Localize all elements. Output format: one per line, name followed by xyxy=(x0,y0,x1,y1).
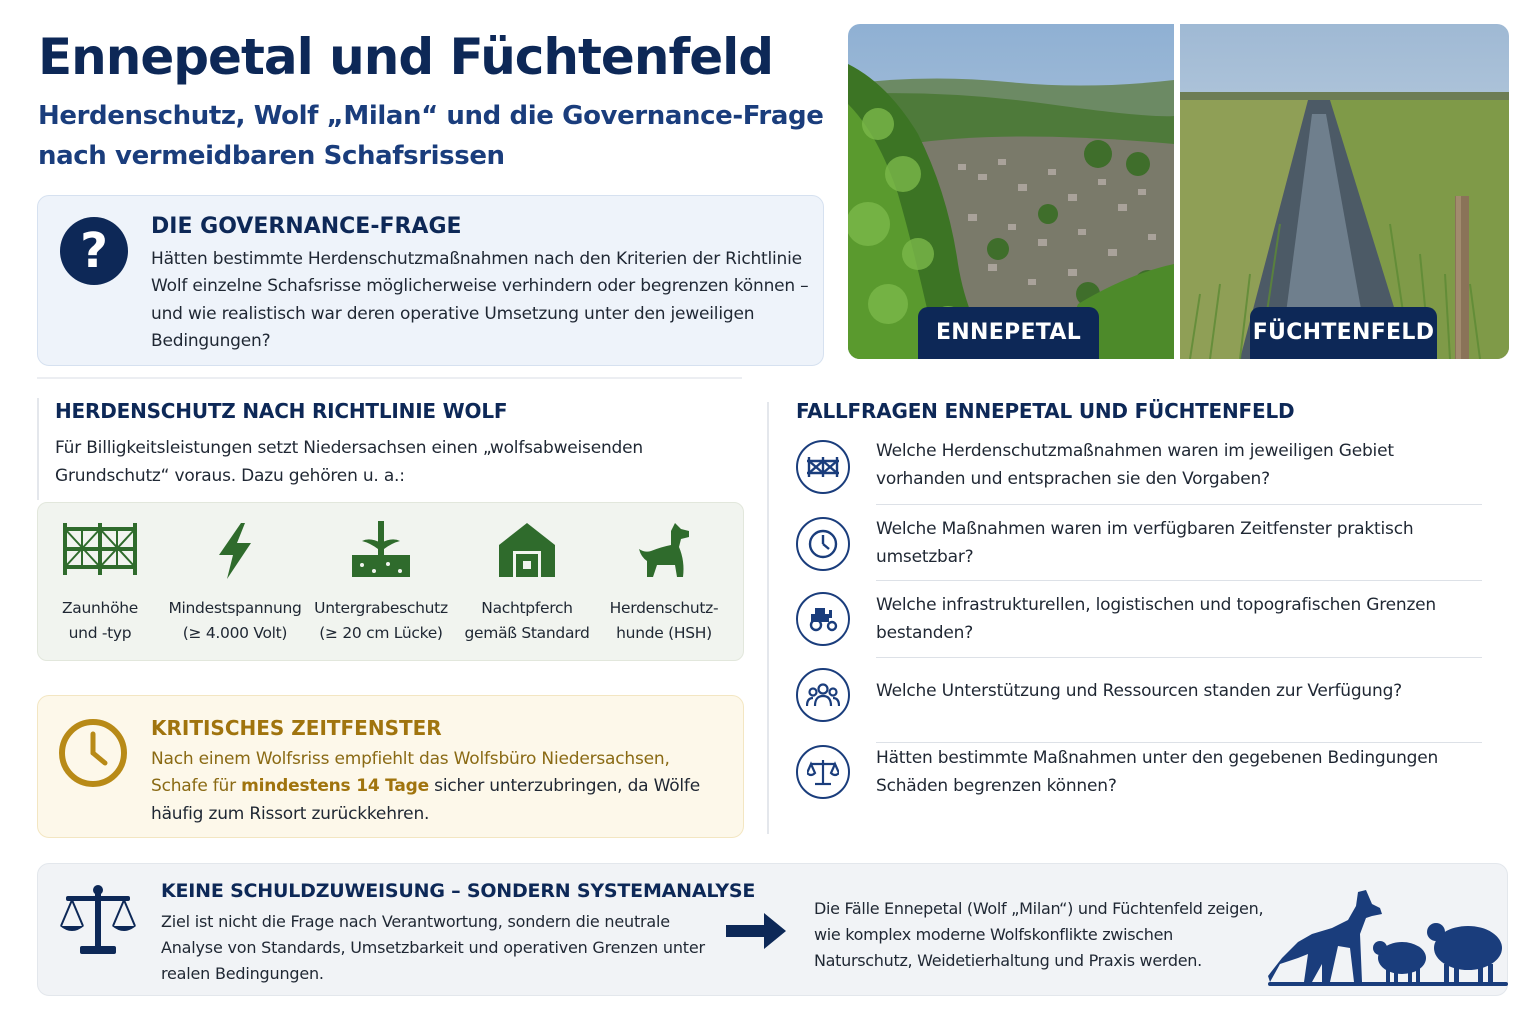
clock-icon xyxy=(796,517,850,571)
measure-night-pen xyxy=(457,503,597,662)
summary-text: Die Fälle Ennepetal (Wolf „Milan“) und Füchtenfeld zeigen, wie komplex moderne Wolfskonflikte zwischen Naturschutz, Weidetierhaltung und Praxis werden. xyxy=(814,899,1264,970)
item-divider xyxy=(876,742,1482,743)
measure-label-line1: Nachtpferch xyxy=(481,599,573,617)
question-icon: ? xyxy=(60,217,128,285)
measure-label-line1: Zaunhöhe xyxy=(61,599,139,617)
measure-voltage xyxy=(165,503,305,662)
fuechtenfeld-photo xyxy=(1180,24,1509,359)
page-subtitle: Herdenschutz, Wolf „Milan“ und die Governance-Frage nach vermeidbaren Schafsrissen xyxy=(38,101,824,171)
governance-text: Hätten bestimmte Herdenschutzmaßnahmen nach den Kriterien der Richtlinie Wolf einzelne Schafsrisse möglicherweise verhindern oder begrenzen können – und wie realistisch war deren operative Umsetzung unter den jeweiligen Bedingungen? xyxy=(151,249,809,351)
herdenschutz-text: Für Billigkeitsleistungen setzt Niedersachsen einen „wolfsabweisenden Grundschutz“ voraus. Dazu gehören u. a.: xyxy=(55,438,643,486)
case-question-item xyxy=(796,745,1486,815)
case-question-item xyxy=(796,668,1486,738)
time-window-text-part1: Nach einem Wolfsriss empfiehlt das Wolfsbüro Niedersachsen, Schafe für xyxy=(151,749,670,797)
fence-icon xyxy=(796,440,850,494)
case-question-text: Welche Maßnahmen waren im verfügbaren Zeitfenster praktisch umsetzbar? xyxy=(876,519,1414,567)
time-window-heading: KRITISCHES ZEITFENSTER xyxy=(151,716,442,740)
case-question-item xyxy=(796,438,1486,508)
column-divider xyxy=(767,402,769,834)
case-question-text: Welche Herdenschutzmaßnahmen waren im jeweiligen Gebiet vorhanden und entsprachen sie den Vorgaben? xyxy=(876,441,1394,489)
item-divider xyxy=(876,580,1482,581)
time-window-emphasis: mindestens 14 Tage xyxy=(241,776,429,797)
governance-box xyxy=(37,195,824,366)
tractor-icon xyxy=(796,592,850,646)
people-icon xyxy=(796,668,850,722)
ennepetal-label: ENNEPETAL xyxy=(918,307,1099,359)
measure-label-line1: Mindestspannung xyxy=(168,599,302,617)
scales-icon xyxy=(58,882,138,956)
fuechtenfeld-label: FÜCHTENFELD xyxy=(1250,307,1437,359)
measure-label-line2: (≥ 4.000 Volt) xyxy=(182,624,288,642)
measure-guard-dogs xyxy=(594,503,734,662)
measure-fence xyxy=(30,503,170,662)
case-question-text: Welche infrastrukturellen, logistischen und topografischen Grenzen bestanden? xyxy=(876,595,1437,643)
clock-icon xyxy=(58,718,128,788)
time-window-text-part2: sicher unterzubringen, da Wölfe häufig zum Rissort zurückkehren. xyxy=(151,776,700,824)
case-question-text: Hätten bestimmte Maßnahmen unter den gegebenen Bedingungen Schäden begrenzen können? xyxy=(876,748,1439,796)
lightning-icon xyxy=(215,521,255,581)
dig-protection-icon xyxy=(350,521,412,579)
section-divider xyxy=(37,377,742,379)
arrow-right-icon xyxy=(724,911,788,951)
fence-icon xyxy=(61,521,139,577)
item-divider xyxy=(876,504,1482,505)
system-analysis-box xyxy=(37,863,1508,996)
item-divider xyxy=(876,657,1482,658)
system-analysis-heading: KEINE SCHULDZUWEISUNG – SONDERN SYSTEMANALYSE xyxy=(161,880,756,902)
scales-icon xyxy=(796,745,850,799)
system-analysis-text: Ziel ist nicht die Frage nach Verantwortung, sondern die neutrale Analyse von Standards, Umsetzbarkeit und operativen Grenzen unter realen Bedingungen. xyxy=(161,912,705,983)
ennepetal-photo xyxy=(848,24,1174,359)
case-question-item xyxy=(796,592,1486,662)
measure-dig-protection xyxy=(311,503,451,662)
governance-heading: DIE GOVERNANCE-FRAGE xyxy=(151,214,462,239)
section-accent-bar xyxy=(37,398,39,500)
barn-icon xyxy=(497,521,557,579)
measure-label-line2: hunde (HSH) xyxy=(616,624,712,642)
case-question-item xyxy=(796,516,1486,586)
herdenschutz-heading: HERDENSCHUTZ NACH RICHTLINIE WOLF xyxy=(55,399,508,423)
measure-label-line2: (≥ 20 cm Lücke) xyxy=(319,624,443,642)
case-question-text: Welche Unterstützung und Ressourcen standen zur Verfügung? xyxy=(876,681,1402,701)
photo-panel xyxy=(848,24,1509,359)
measure-label-line2: gemäß Standard xyxy=(464,624,590,642)
measure-label-line1: Herdenschutz- xyxy=(609,599,719,617)
herdenschutz-measures xyxy=(37,502,744,661)
page-title: Ennepetal und Füchtenfeld xyxy=(38,28,774,86)
measure-label-line1: Untergrabeschutz xyxy=(314,599,448,617)
wolf-and-sheep-icon xyxy=(1268,884,1508,988)
time-window-text xyxy=(151,746,731,828)
time-window-box xyxy=(37,695,744,838)
case-questions-heading: FALLFRAGEN ENNEPETAL UND FÜCHTENFELD xyxy=(796,399,1295,423)
measure-label-line2: und -typ xyxy=(68,624,132,642)
dog-icon xyxy=(635,521,693,579)
